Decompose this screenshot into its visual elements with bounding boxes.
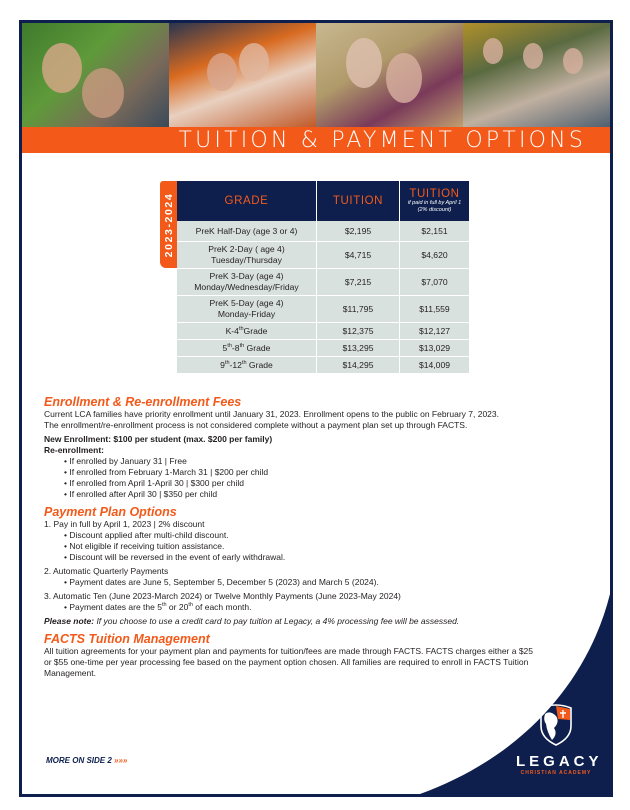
grade-cell: PreK 2-Day ( age 4) Tuesday/Thursday <box>177 242 317 269</box>
header-grade: GRADE <box>177 181 317 221</box>
students-photo-4 <box>463 23 610 127</box>
payment-plans-heading: Payment Plan Options <box>44 505 177 519</box>
tuition-cell: $7,215 <box>317 269 400 296</box>
grade-cell: 5th-8th Grade <box>177 340 317 357</box>
list-item: • If enrolled from February 1-March 31 | $200 per child <box>64 467 584 478</box>
discount-cell: $2,151 <box>400 221 470 242</box>
year-tab <box>160 181 177 268</box>
tuition-cell: $12,375 <box>317 323 400 340</box>
grade-cell: PreK Half-Day (age 3 or 4) <box>177 221 317 242</box>
list-item: • If enrolled after April 30 | $350 per child <box>64 489 584 500</box>
payment-plans-section <box>44 505 584 627</box>
list-item: • Not eligible if receiving tuition assistance. <box>64 541 584 552</box>
list-item: • Payment dates are the 5th or 20th of each month. <box>64 602 584 613</box>
payment-option-2: 2. Automatic Quarterly Payments <box>44 566 169 576</box>
new-enrollment-fee: New Enrollment: $100 per student (max. $200 per family) <box>44 434 273 444</box>
facts-section <box>44 632 584 679</box>
table-row <box>177 242 470 269</box>
grade-cell: K-4thGrade <box>177 323 317 340</box>
tuition-table <box>177 181 470 374</box>
enrollment-heading: Enrollment & Re-enrollment Fees <box>44 395 242 409</box>
tuition-cell: $11,795 <box>317 296 400 323</box>
list-item: • If enrolled by January 31 | Free <box>64 456 584 467</box>
option-2-list <box>44 577 584 588</box>
discount-cell: $4,620 <box>400 242 470 269</box>
page-frame <box>19 20 613 797</box>
table-row <box>177 340 470 357</box>
table-row <box>177 269 470 296</box>
tuition-cell: $14,295 <box>317 357 400 374</box>
credit-card-note: Please note: If you choose to use a credit card to pay tuition at Legacy, a 4% processing fee will be assessed. <box>44 616 460 626</box>
discount-cell: $12,127 <box>400 323 470 340</box>
students-photo-3 <box>316 23 463 127</box>
title-band <box>22 127 610 153</box>
reenrollment-label: Re-enrollment: <box>44 445 104 455</box>
option-3-list <box>44 602 584 613</box>
list-item: • Discount will be reversed in the event of early withdrawal. <box>64 552 584 563</box>
logo-subtitle: CHRISTIAN ACADEMY <box>520 770 592 776</box>
grade-cell: PreK 3-Day (age 4) Monday/Wednesday/Friday <box>177 269 317 296</box>
lion-shield-icon <box>538 702 574 746</box>
discount-cell: $14,009 <box>400 357 470 374</box>
discount-note-pct: (2% discount) <box>417 207 452 213</box>
header-photos <box>22 23 610 127</box>
main-content <box>44 395 584 679</box>
table-row <box>177 357 470 374</box>
reenrollment-list <box>44 456 584 500</box>
facts-para: All tuition agreements for your payment plan and payments for tuition/fees are made through FACTS. FACTS charges either a $25 or $55 one-time per year processing fee based on the payment option chosen. All families are required to enroll in FACTS Tuition Management. <box>44 646 534 678</box>
chevrons-icon: »»» <box>114 756 128 765</box>
page-title: TUITION & PAYMENT OPTIONS <box>178 128 586 153</box>
table-row <box>177 296 470 323</box>
enrollment-section <box>44 395 584 500</box>
grade-cell: PreK 5-Day (age 4) Monday-Friday <box>177 296 317 323</box>
tuition-cell: $2,195 <box>317 221 400 242</box>
discount-cell: $11,559 <box>400 296 470 323</box>
list-item: • Discount applied after multi-child discount. <box>64 530 584 541</box>
list-item: • If enrolled from April 1-April 30 | $300 per child <box>64 478 584 489</box>
header-discount-tuition: TUITION if paid in full by April 1 (2% discount) <box>400 181 470 221</box>
discount-cell: $13,029 <box>400 340 470 357</box>
year-label: 2023-2024 <box>162 192 175 257</box>
table-row <box>177 221 470 242</box>
option-1-list <box>44 530 584 563</box>
discount-cell: $7,070 <box>400 269 470 296</box>
discount-note: if paid in full by April 1 <box>407 200 462 206</box>
tuition-cell: $13,295 <box>317 340 400 357</box>
list-item: • Payment dates are June 5, September 5, December 5 (2023) and March 5 (2024). <box>64 577 584 588</box>
grade-cell: 9th-12th Grade <box>177 357 317 374</box>
enrollment-para-1: Current LCA families have priority enrollment until January 31, 2023. Enrollment opens to the public on February 7, 2023. <box>44 409 499 419</box>
enrollment-para-2: The enrollment/re-enrollment process is not considered complete without a payment plan set up through FACTS. <box>44 420 468 430</box>
table-header-row <box>177 181 470 221</box>
header-tuition: TUITION <box>317 181 400 221</box>
more-on-side-2-link[interactable]: MORE ON SIDE 2 »»» <box>46 756 128 765</box>
legacy-logo <box>516 702 603 782</box>
students-photo-2 <box>169 23 316 127</box>
students-photo-1 <box>22 23 169 127</box>
facts-heading: FACTS Tuition Management <box>44 632 210 646</box>
table-row <box>177 323 470 340</box>
payment-option-3: 3. Automatic Ten (June 2023-March 2024) or Twelve Monthly Payments (June 2023-May 2024) <box>44 591 401 601</box>
logo-wordmark: LEGACY <box>516 753 603 770</box>
tuition-cell: $4,715 <box>317 242 400 269</box>
payment-option-1: 1. Pay in full by April 1, 2023 | 2% discount <box>44 519 205 529</box>
